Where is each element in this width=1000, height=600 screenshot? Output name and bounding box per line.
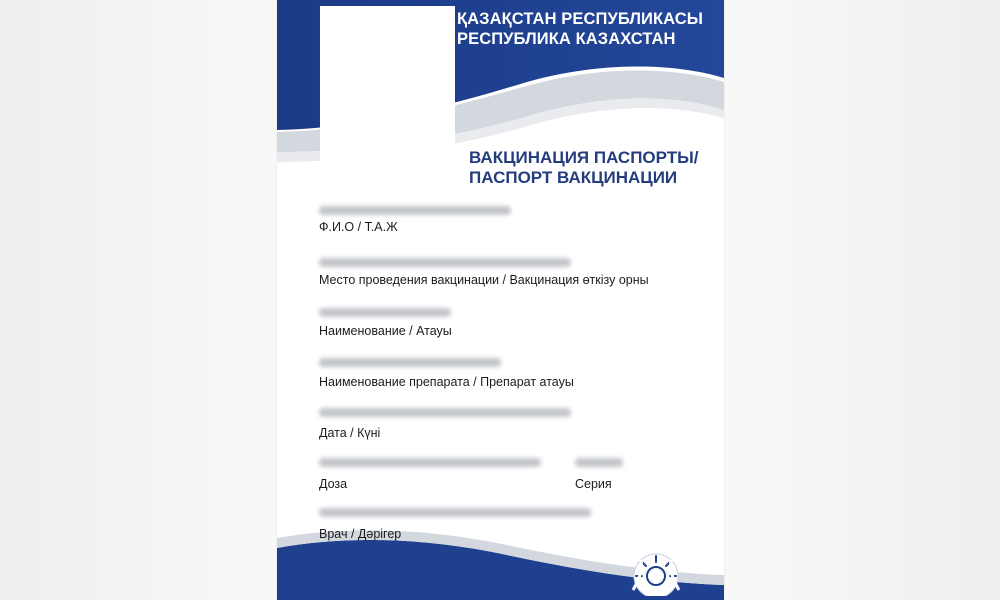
document-title-kazakh: ВАКЦИНАЦИЯ ПАСПОРТЫ/ — [469, 148, 699, 167]
redacted-place — [319, 258, 571, 267]
redacted-drug-name — [319, 358, 501, 367]
document-title-russian: ПАСПОРТ ВАКЦИНАЦИИ — [469, 168, 678, 187]
redacted-dose — [319, 458, 541, 467]
redacted-doctor — [319, 508, 591, 517]
doctor-label: Врач / Дәрігер — [319, 527, 402, 541]
vaccination-place-label: Место проведения вакцинации / Вакцинация өткізу орны — [319, 273, 649, 287]
country-name-kazakh: ҚАЗАҚСТАН РЕСПУБЛИКАСЫ — [457, 10, 704, 28]
name-label: Наименование / Атауы — [319, 324, 452, 338]
date-label: Дата / Күні — [319, 426, 381, 440]
photo-placeholder — [320, 6, 455, 188]
series-label: Серия — [575, 477, 612, 491]
drug-name-label: Наименование препарата / Препарат атауы — [319, 375, 574, 389]
redacted-dates — [319, 408, 571, 417]
full-name-label: Ф.И.О / Т.А.Ж — [319, 220, 398, 234]
dose-label: Доза — [319, 477, 348, 491]
redacted-name — [319, 308, 451, 317]
state-emblem-icon — [619, 540, 693, 596]
country-name-russian: РЕСПУБЛИКА КАЗАХСТАН — [457, 30, 676, 48]
redacted-full-name — [319, 206, 511, 215]
vaccination-passport — [277, 0, 724, 600]
redacted-series — [575, 458, 623, 467]
